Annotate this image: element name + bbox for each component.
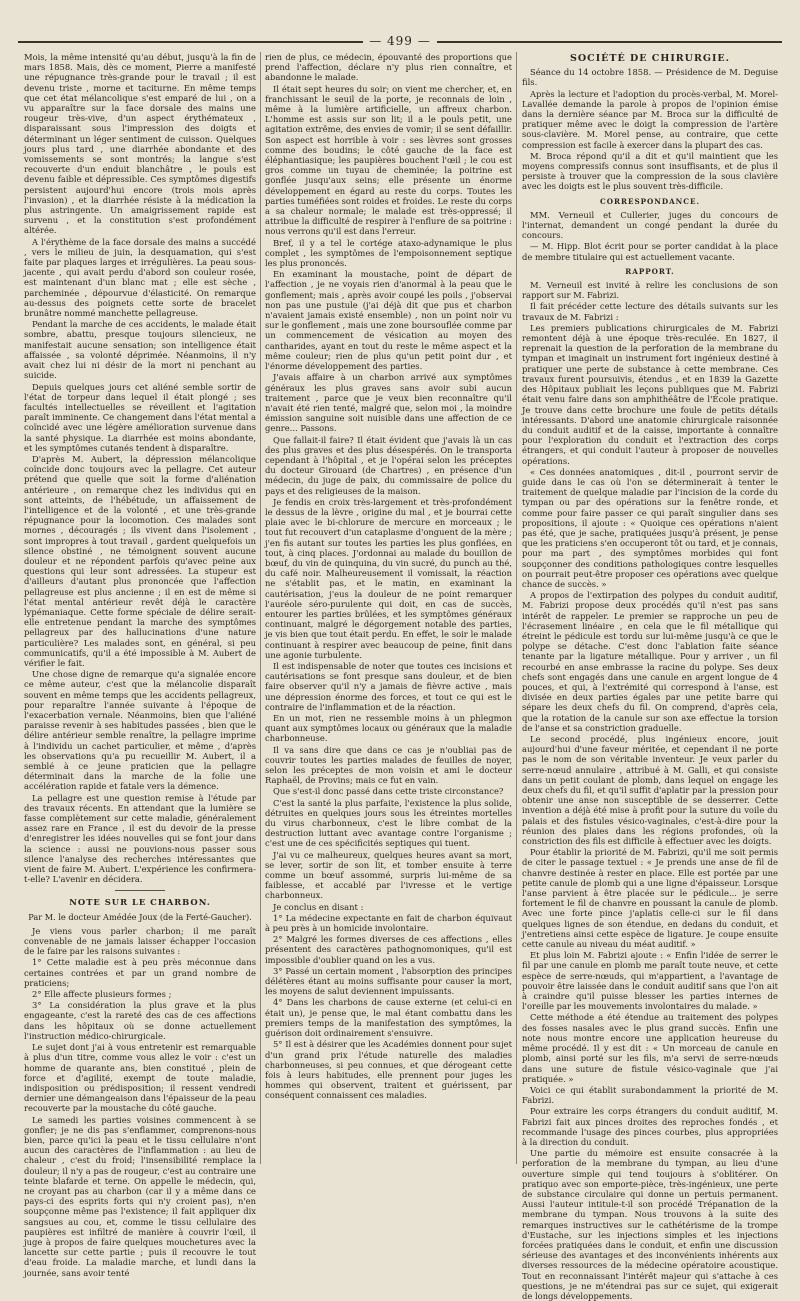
paragraph: rien de plus, ce médecin, épouvanté des proportions que prend l'affection, déclare n'y plus rien connaître, et abandonne le malade.: [265, 52, 512, 83]
paragraph: 2° Elle affecte plusieurs formes ;: [32, 989, 172, 1000]
paragraph: Bref, il y a tel le cortége ataxo-adynamique le plus complet , les symptômes de l'empoisonnement septique les plus prononcés.: [265, 237, 512, 269]
paragraph: 1° Cette maladie est à peu près méconnue dans certaines contrées et par un grand nombre de praticiens;: [24, 957, 256, 988]
paragraph: Les premiers publications chirurgicales de M. Fabrizi remontent déjà à une époque très-reculée. En 1827, il reprenait la question de la perforation de la membrane du tympan et imaginait un instrument fort ingénieux destiné à pratiquer une perte de substance à cette membrane. Ces travaux furent poursuivis, étendus , et en 1839 la Gazette des Hôpitaux publiait les leçons publiques que M. Fabrizi était venu faire dans son amphithéâtre de l'École pratique. Je trouve dans cette brochure une foule de petits détails intéressants. D'abord une anatomie chirurgicale raisonnée du conduit auditif et de la caisse, importante à connaître pour l'exploration du conduit et l'extraction des corps étrangers, et qui conduit l'auteur à proposer de nouvelles opérations.: [522, 322, 778, 466]
correspondance-heading: CORRESPONDANCE.: [600, 196, 700, 206]
paragraph: Il fait précéder cette lecture des détails suivants sur les travaux de M. Fabrizi :: [522, 301, 778, 322]
paragraph: M. Broca répond qu'il a dit et qu'il maintient que les moyens compressifs connus sont insuffisants, et de plus il persiste à trouver que la compression de la sous clavière avec les doigts est le plus souvent très-difficile.: [522, 150, 778, 192]
note-byline: Par M. le docteur Amédée Joux (de la Ferté-Gaucher).: [28, 911, 252, 922]
paragraph: Le second procédé, plus ingénieux encore, jouit aujourd'hui d'une faveur méritée, et cependant il ne porte pas le nom de son véritable inventeur. Je veux parler du serre-nœud annulaire , attribué à M. Galli, et qui consiste dans un petit coulant de plomb, dans lequel on engage les deux chefs du fil, et qu'il suffit d'aplatir par la pression pour obtenir une anse non susceptible de se desserrer. Cette invention a déjà été mise à profit pour la suture du voile du palais et des fistules vésico-vaginales, c'est-à-dire pour la réunion des plaies dans les régions profondes, où la constriction des fils est difficile à effectuer avec les doigts.: [522, 734, 778, 847]
paragraph: 4° Dans les charbons de cause externe (et celui-ci en était un), je pense que, le mal étant combattu dans les premiers temps de la manifestation des symptômes, la guérison doit ordinairement s'ensuivre.: [265, 997, 512, 1039]
paragraph: A propos de l'extirpation des polypes du conduit auditif, M. Fabrizi propose deux procédés qu'il n'est pas sans intérêt de rappeler. Le premier se rapproche un peu de l'écrasement linéaire , en cela que le fil métallique qui étreint le pédicule est tordu sur lui-même jusqu'à ce que le polype se détache. C'est donc l'ablation faite séance tenante par la ligature métallique. Pour y arriver , un fil recourbé en anse embrasse la racine du polype. Ses deux chefs sont engagés dans une canule en argent longue de 4 pouces, et qui, à l'extrémité qui correspond à l'anse, est divisée en deux parties égales par une petite barre qui sépare les deux chefs du fil. On comprend, d'après cela, que la rotation de la canule sur son axe effectue la torsion de l'anse et sa constriction graduelle.: [522, 590, 778, 733]
paragraph: Une partie du mémoire est ensuite consacrée à la perforation de la membrane du tympan, au lieu d'une ouverture simple qui tend toujours à s'oblitérer. On pratiquo avec son emporte-pièce, très-ingénieux, une perte de substance circulaire qui donne un pertuis permanent. Aussi l'auteur intitule-t-il son procédé Trépanation de la membrane du tympan. Nous trouvons à la suite des remarques instructives sur le cathétérisme de la trompe d'Eustache, sur les injections simples et les injections forcées pratiquées dans le conduit, et enfin une discussion sérieuse des avantages et des inconvénients inhérents aux diverses ressources de la médecine opératoire acoustique. Tout en reconnaissant l'intérêt majeur qui s'attache à ces questions, je ne m'étendrai pas sur ce sujet, qui exigerait de longs développements.: [522, 1148, 778, 1301]
page-header: [18, 30, 782, 46]
paragraph: En examinant la moustache, point de départ de l'affection , je ne voyais rien d'anormal à la peau que le gonflement; mais , après avoir coupé les poils , j'observai non pas une pustule (j'ai déjà dit que pus et charbon n'avaient jamais existé ensemble) , non un point noir vu sur le gonflement , mais une zone boursouflée comme par un commencement de vésication au moyen des cantharides, ayant en tout du reste le même aspect et la même couleur; rien de plus qu'un petit point dur , et l'énorme développement des parties.: [265, 269, 512, 372]
paragraph: 3° La considération la plus grave et la plus engageante, c'est la rareté des cas de ces affections dans les hôpitaux où se donne actuellement l'instruction médico-chirurgicale.: [24, 1000, 256, 1041]
paragraph: La pellagre est une question remise à l'étude par des travaux récents. En attendant que la lumière se fasse complètement sur cette maladie, généralement assez rare en France , il est du devoir de la presse d'enregistrer les idées nouvelles qui se font jour dans la science : aussi ne pouvions-nous passer sous silence l'analyse des recherches intéressantes que vient de faire M. Aubert. L'expérience les confirmera-t-elle? L'avenir en décidera.: [24, 792, 256, 885]
paragraph: — M. Hipp. Blot écrit pour se porter candidat à la place de membre titulaire qui est actuellement vacante.: [522, 241, 778, 262]
paragraph: Que fallait-il faire? Il était évident que j'avais là un cas des plus graves et des plus désespérés. On le transporta cependant à l'hôpital , et je l'opérai selon les préceptes du docteur Girouard (de Chartres) , en présence d'un médecin, du juge de paix, du commissaire de police du pays et des religieuses de la maison.: [265, 434, 512, 496]
paragraph: C'est la santé la plus parfaite, l'existence la plus solide, détruites en quelques jours sous les étreintes mortelles du virus charbonneux, c'est le libre combat de la destruction luttant avec avantage contre l'organisme ; c'est une de ces spécificités septiques qui tuent.: [265, 797, 512, 849]
charbon-article: [24, 926, 256, 1278]
paragraph: M. Verneuil est invité à relire les conclusions de son rapport sur M. Fabrizi.: [522, 280, 778, 301]
paragraph: Il était sept heures du soir; on vient me chercher, et, en franchissant le seuil de la porte, je reconnais de loin , même à la lumière artificielle, un affreux charbon. L'homme est assis sur son lit; il a le pouls petit, une agitation extrême, des envies de vomir; il se sent défaillir. Son aspect est horrible à voir : ses lèvres sont grosses comme des boudins; le côté gauche de la face est éléphantiasique; les paupières bouchent l'œil ; le cou est gros comme un tuyau de cheminée; la poitrine est gonflée jusqu'aux seins; elle présente un énorme développement en égard au reste du corps. Toutes les parties tuméfiées sont roides et froides. Le reste du corps a sa chaleur normale; le malade est très-oppressé; il attribue la difficulté de respirer à l'enflure de sa poitrine : nous verrons qu'il est dans l'erreur.: [265, 83, 512, 237]
column-3: [522, 52, 778, 1301]
paragraph: Le samedi les parties voisines commencent à se gonfler; je ne dis pas s'enflammer, comprenons-nous bien, parce qu'ici la peau et le tissu cellulaire n'ont aucun des caractères de l'inflammation : au lieu de chaleur , c'est du froid; l'insensibilité remplace la douleur; il n'y a pas de rougeur, c'est au contraire une teinte blafarde et terne. On appelle le médecin, qui, ne croyant pas au charbon (car il y a même dans ce pays-ci des esprits forts qui n'y croient pas), n'en soupçonne même pas l'existence; il fait appliquer dix sangsues au cou, et, comme le tissu cellulaire des paupières est infiltré de manière à couvrir l'œil, il juge à propos de faire quelques mouchetures avec la lancette sur cette partie ; puis il recouvre le tout d'eau froide. La maladie marche, et lundi dans la journée, sans avoir tenté: [24, 1114, 256, 1278]
paragraph: Cette méthode a été étendue au traitement des polypes des fosses nasales avec le plus grand succès. Enfin une note nous montre encore une application heureuse du même procédé. Il y est dit : « Un morceau de canule en plomb, ainsi porté sur les fils, m'a servi de serre-nœuds dans une suture de fistule vésico-vaginale que j'ai pratiquée. »: [522, 1012, 778, 1084]
paragraph: En un mot, rien ne ressemble moins à un phlegmon quant aux symptômes locaux ou généraux que la maladie charbonneuse.: [265, 713, 512, 744]
paragraph: Depuis quelques jours cet aliéné semble sortir de l'état de torpeur dans lequel il était plongé ; ses facultés intellectuelles se réveillent et l'agitation paraît imminente. Ce changement dans l'état mental a coïncidé avec une légère amélioration survenue dans la santé physique. La diarrhée est moins abondante, et les symptômes cutanés tendent à disparaître.: [24, 381, 256, 453]
column-divider: [516, 52, 517, 1164]
section-title: SOCIÉTÉ DE CHIRURGIE.: [570, 53, 730, 64]
page-number: — 499 —: [363, 34, 437, 48]
paragraph: Après la lecture et l'adoption du procès-verbal, M. Morel-Lavallée demande la parole à propos de l'opinion émise dans la dernière séance par M. Broca sur la difficulté de pratiquer même avec le doigt la compression de l'artère sous-clavière. M. Morel pense, au contraire, que cette compression est facile à exercer dans la plupart des cas.: [522, 88, 778, 150]
paragraph: Je fendis en croix très-largement et très-profondément le dessus de la lèvre , origine du mal , et je bourrai cette plaie avec le bi-chlorure de mercure en morceaux ; le tout fut recouvert d'un cataplasme d'onguent de la mère ; j'en fis autant sur toutes les parties les plus gonflées, en tout, à cinq places. J'ordonnai au malade du bouillon de bœuf, du vin de quinquina, du vin sucré, du punch au thé, du café noir. Malheureusement il vomissait, la réaction ne s'établit pas, et le matin, en examinant la cautérisation, j'eus la douleur de ne point remarquer l'auréole séro-purulente qui doit, en cas de succès, entourer les parties brûlées, et les symptômes généraux continuant, malgré le dégorgement notable des parties, je vis bien que tout était perdu. En effet, le soir le malade continuant à respirer avec beaucoup de peine, finit dans une agonie turbulente.: [265, 496, 512, 660]
paragraph: Une chose digne de remarque qu'a signalée encore ce même auteur, c'est que la mélancolie disparaît souvent en même temps que les accidents pellagreux, pour reparaître l'année suivante à l'époque de l'exacerbation vernale. Néanmoins, bien que l'aliéné paraisse revenir à ses habitudes passées , bien que le délire antérieur semble renaître, la pellagre imprime à l'individu un cachet particulier, et même , d'après les observations qu'a pu recueillir M. Aubert, il a semblé à ce jeune praticien que la pellagre déterminait dans la marche de la folie une accélération rapide et fatale vers la démence.: [24, 669, 256, 792]
session-line: Séance du 14 octobre 1858. — Présidence de M. Deguise fils.: [522, 67, 778, 88]
column-divider: [260, 52, 261, 1164]
paragraph: 1° La médecine expectante en fait de charbon équivaut à peu près à un homicide involontaire.: [265, 912, 512, 934]
paragraph: 5° Il est à désirer que les Académies donnent pour sujet d'un grand prix l'étude naturelle des maladies charbonneuses, si peu connues, et que dérogeant cette fois à leurs habitudes, elle prennent pour juges les hommes qui observent, traitent et guérissent, par conséquent connaissent ces maladies.: [265, 1039, 512, 1101]
column-1: [24, 52, 256, 1278]
paragraph: Je viens vous parler charbon; il me paraît convenable de ne jamais laisser échapper l'occasion de le faire par les raisons suivantes :: [24, 925, 256, 957]
paragraph: Je conclus en disant :: [273, 901, 364, 912]
paragraph: Voici ce qui établit surabondamment la priorité de M. Fabrizi.: [522, 1084, 778, 1106]
paragraph: Il est indispensable de noter que toutes ces incisions et cautérisations se font presque sans douleur, et de bien faire observer qu'il n'y a jamais de fièvre active , mais une dépression énorme des forces, et tout ce qui est le contraire de l'inflammation et de la réaction.: [265, 660, 512, 712]
paragraph: J'ai vu ce malheureux, quelques heures avant sa mort, se lever, sortir de son lit, et tomber ensuite à terre comme un bœuf assommé, surpris lui-même de sa faiblesse, et accablé par l'ivresse et le vertige charbonneux.: [265, 849, 512, 901]
section-divider: [115, 890, 165, 891]
paragraph: Pour établir la priorité de M. Fabrizi, qu'il me soit permis de citer le passage textuel : « Je prends une anse de fil de chanvre destinée à rester en place. Elle est portée par une petite canule de plomb qui a une ligne d'épaisseur. Lorsque l'anse parvient à être placée sur le pédicule... je serre fortement le fil de chanvre en poussant la canule de plomb. Avec une forte pince j'aplatis celle-ci sur le fil dans quelques lignes de son étendue, en dedans du conduit, et j'entretiens ainsi cette espèce de ligature. Je coupe ensuite cette canule au niveau du méat auditif. »: [522, 847, 778, 950]
paragraph: MM. Verneuil et Cullerier, juges du concours de l'internat, demandent un congé pendant la durée du concours.: [522, 209, 778, 241]
paragraph: 2° Malgré les formes diverses de ces affections , elles présentent des caractères pathognomoniques, qu'il est impossible d'oublier quand on les a vus.: [265, 934, 512, 965]
pellagra-article: [24, 52, 256, 884]
paragraph: Mois, la même intensité qu'au début, jusqu'à la fin de mars 1858. Mais, dès ce moment, Pierre a manifesté une répugnance très-grande pour le travail ; il est devenu triste , morne et taciturne. En même temps que cet état mélancolique s'est emparé de lui , on a vu apparaître sur la face dorsale des mains une rougeur très-vive, d'un aspect érythémateux , disparaissant sous l'impression des doigts et déterminant un léger sentiment de cuisson. Quelques jours plus tard , une diarrhée abondante et des vomissements se sont montrés; la langue s'est recouverte d'un enduit blanchâtre , le pouls est devenu faible et dépressible. Ces symptômes digestifs persistent aujourd'hui encore (trois mois après l'invasion) , et la diarrhée résiste à la médication la plus astringente. Un amaigrissement rapide est survenu , et la constitution s'est profondément altérée.: [24, 52, 256, 236]
paragraph: « Ces données anatomiques , dit-il , pourront servir de guide dans le cas où l'on se déterminerait à tenter le traitement de quelque maladie par l'incision de la corde du tympan ou par des opérations sur la fenêtre ronde, et comme pour faire passer ce qui paraît singulier dans ses propositions, il ajoute : « Quoique ces opérations n'aient pas été, que je sache, pratiquées jusqu'à présent, je pense que les praticiens s'en occuperont tôt ou tard, et je connais, pour ma part , des symptômes morbides qui font soupçonner des conditions pathologiques contre lesquelles on pourrait peut-être proposer ces opérations avec quelque chance de succès. »: [522, 466, 778, 589]
paragraph: Le sujet dont j'ai à vous entretenir est remarquable à plus d'un titre, comme vous allez le voir : c'est un homme de quarante ans, bien constitué , plein de force et d'agilité, exempt de toute maladie, indisposition ou prédisposition; il ressent vendredi dernier une démangeaison dans l'épaisseur de la peau recouverte par la moustache du côté gauche.: [24, 1042, 256, 1114]
paragraph: J'avais affaire à un charbon arrivé aux symptômes généraux les plus graves sans avoir subi aucun traitement , parce que je veux bien reconnaître qu'il n'avait été rien tenté, malgré que, selon moi , la moindre émission sanguine soit nuisible dans une affection de ce genre... Passons.: [265, 372, 512, 434]
note-title: NOTE SUR LE CHARBON.: [69, 897, 211, 908]
paragraph: Et plus loin M. Fabrizi ajoute : « Enfin l'idée de serrer le fil par une canule en plomb me paraît toute neuve, et cette espèce de serre-nœuds, qui m'appartient, a l'avantage de pouvoir être laissée dans le conduit auditif sans que l'on ait à craindre qu'il puisse blesser les parties internes de l'oreille par les mouvements involontaires du malade. »: [522, 950, 778, 1012]
paragraph: 3° Passé un certain moment , l'absorption des principes délétères étant au moins suffisante pour causer la mort, les moyens de salut deviennent impuissants.: [265, 965, 512, 997]
paragraph: Il va sans dire que dans ce cas je n'oubliai pas de couvrir toutes les parties malades de feuilles de noyer, selon les préceptes de mon voisin et ami le docteur Raphaël, de Provins; mais ce fut en vain.: [265, 744, 512, 786]
paragraph: Pendant la marche de ces accidents, le malade était sombre, abattu, presque toujours silencieux, ne manifestait aucune sensation; son intelligence était affaissée , sa volonté déprimée. Néanmoins, il n'y avait chez lui ni désir de la mort ni penchant au suicide.: [24, 319, 256, 381]
paragraph: Pour extraire les corps étrangers du conduit auditif, M. Fabrizi fait aux pinces droites des reproches fondés , et recommande l'usage des pinces courbes, plus appropriées à la direction du conduit.: [522, 1106, 778, 1147]
paragraph: D'après M. Aubert, la dépression mélancolique coïncide donc toujours avec la pellagre. Cet auteur prétend que quelle que soit la forme d'aliénation antérieure , on remarque chez les individus qui en sont atteints, de l'hébétude, un affaissement de l'intelligence et de la volonté , et une très-grande répugnance pour la locomotion. Ces malades sont mornes , découragés ; ils vivent dans l'isolement , sont impropres à tout travail , gardent quelquefois un silence obstiné , ne témoignent souvent aucune douleur et ne répondent parfois qu'avec peine aux questions qui leur sont adressées. La stupeur est d'ailleurs d'autant plus prononcée que l'affection pellagreuse est plus ancienne ; il en est de même si l'état mental antérieur revêt déjà le caractère lypémaniaque. Cette forme spéciale de délire serait-elle entretenue pendant la marche des symptômes pellagreux par des hallucinations d'une nature particulière? Les malades sont, en général, si peu communicatifs, qu'il a été impossible à M. Aubert de vérifier le fait.: [24, 453, 256, 668]
paragraph: Que s'est-il donc passé dans cette triste circonstance?: [273, 786, 504, 797]
rapport-heading: RAPPORT.: [625, 266, 675, 276]
paragraph: A l'érythème de la face dorsale des mains a succédé , vers le milieu de juin, la desquamation, qui s'est faite par plaques larges et irrégulières. La peau sous-jacente , qui avait perdu d'abord son couleur rosée, est maintenant d'un blanc mat ; elle est sèche , parcheminée , dépourvue d'élasticité. On remarque au-dessus des poignets cette sorte de bracelet brunâtre nommé manchette pellagreuse.: [24, 236, 256, 319]
column-2: [265, 52, 512, 1164]
